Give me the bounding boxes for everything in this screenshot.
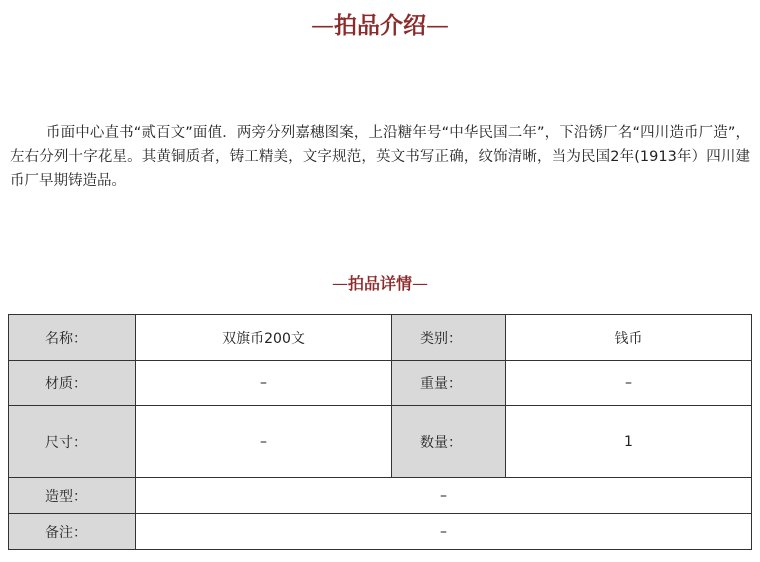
name-label: 名称： xyxy=(9,315,136,361)
details-table xyxy=(8,314,752,550)
table-row xyxy=(9,514,752,550)
intro-paragraph: 币面中心直书“贰百文”面值．两旁分列嘉穗图案，上沿糖年号“中华民国二年”，下沿锈厂名“四川造币厂造”，左右分列十字花星。其黄铜质者，铸工精美，文字规范，英文书写正确，纹饰清晰，当为民国2年(1913年）四川建币厂早期铸造品。 xyxy=(10,125,750,189)
weight-value: – xyxy=(506,361,752,406)
notes-value: – xyxy=(136,514,752,550)
quantity-value: 1 xyxy=(506,406,752,478)
category-value: 钱币 xyxy=(506,315,752,361)
table-row xyxy=(9,406,752,478)
table-row xyxy=(9,478,752,514)
material-value: – xyxy=(136,361,392,406)
title-dash-right: — xyxy=(412,274,428,293)
size-value: – xyxy=(136,406,392,478)
title-dash-right: — xyxy=(426,13,449,39)
name-value: 双旗币200文 xyxy=(136,315,392,361)
shape-label: 造型： xyxy=(9,478,136,514)
details-title-text: 拍品详情 xyxy=(347,274,412,293)
title-dash-left: — xyxy=(311,13,334,39)
size-label: 尺寸： xyxy=(9,406,136,478)
title-dash-left: — xyxy=(331,274,348,293)
shape-value: – xyxy=(136,478,752,514)
table-row xyxy=(9,361,752,406)
table-row xyxy=(9,315,752,361)
details-section-title xyxy=(0,273,760,295)
material-label: 材质： xyxy=(9,361,136,406)
intro-title-text: 拍品介绍 xyxy=(334,13,426,39)
notes-label: 备注： xyxy=(9,514,136,550)
intro-section-title xyxy=(0,10,760,42)
category-label: 类别： xyxy=(392,315,506,361)
weight-label: 重量： xyxy=(392,361,506,406)
quantity-label: 数量： xyxy=(392,406,506,478)
